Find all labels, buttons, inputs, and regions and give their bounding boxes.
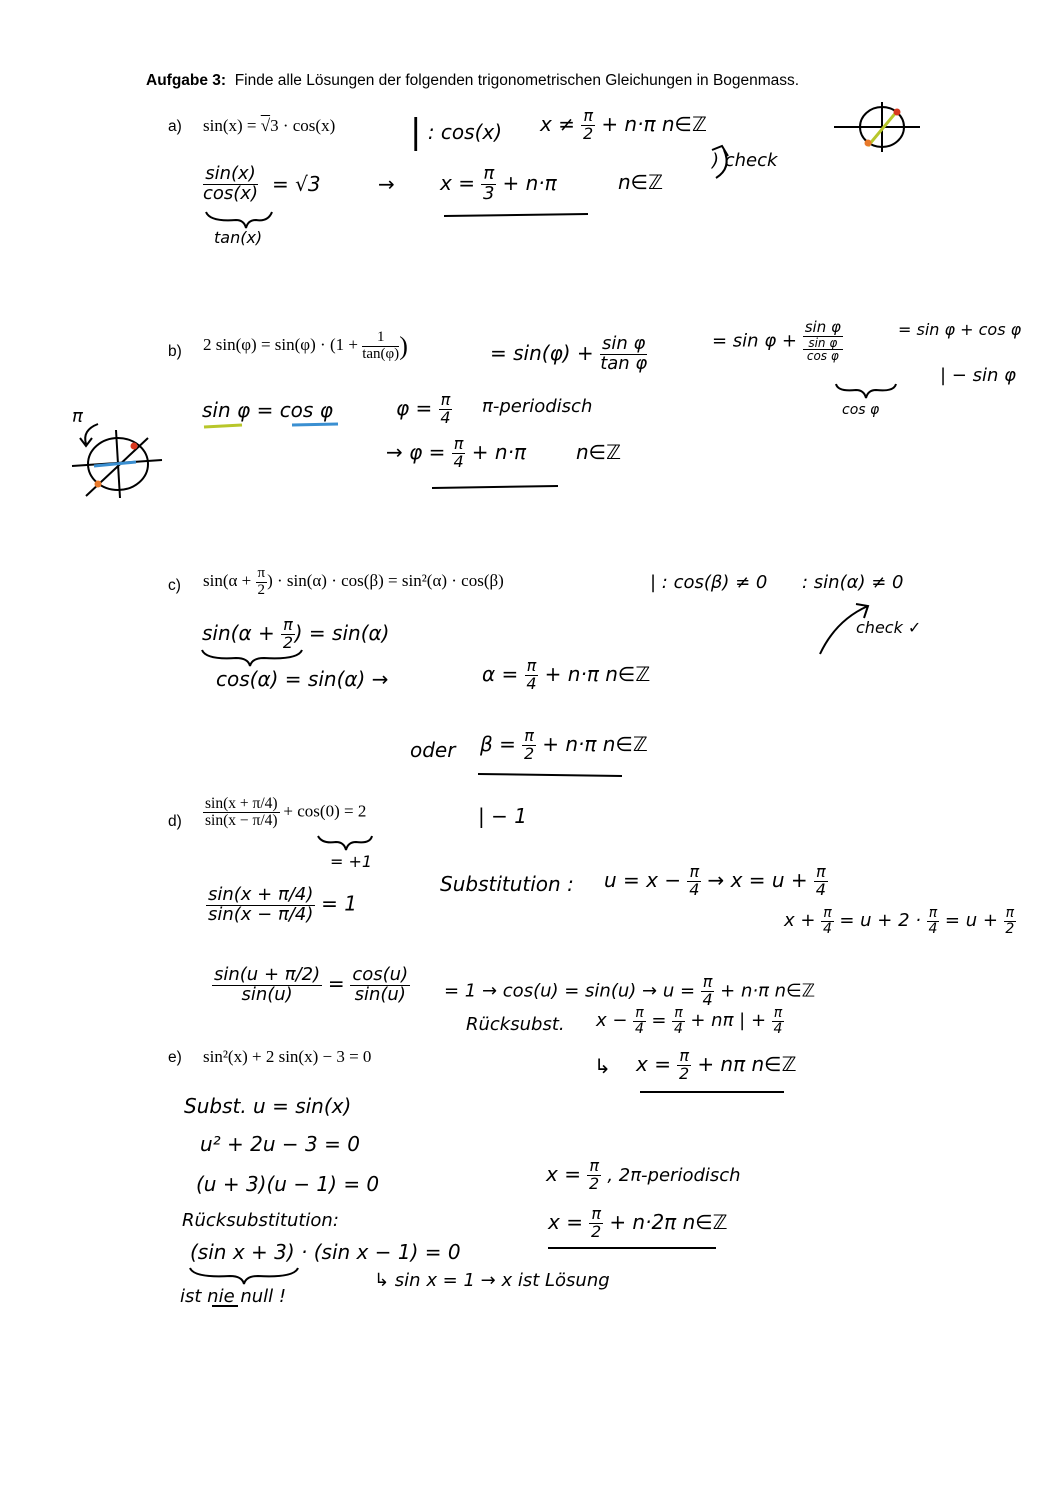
periodic-b: π-periodisch bbox=[482, 396, 593, 417]
underline-result-b bbox=[432, 486, 558, 488]
brace-b-stroke bbox=[836, 384, 896, 398]
subst-e: Subst. u = sin(x) bbox=[184, 1094, 352, 1118]
equation-a-rhs: 3 · cos(x) bbox=[270, 116, 336, 135]
back-d: x − $\frac{\pi}{4}$ = $\frac{\pi}{4}$ + nπ | + $\frac{\pi}{4}$ bbox=[596, 1005, 783, 1037]
note-e: ist nie null ! bbox=[180, 1286, 287, 1307]
brace-d bbox=[318, 836, 372, 850]
phi-b: φ = $\frac{\pi}{4}$ bbox=[396, 390, 451, 427]
back-label-e: Rücksubstitution: bbox=[182, 1210, 339, 1231]
equation-e: sin²(x) + 2 sin(x) − 3 = 0 bbox=[203, 1047, 372, 1066]
note-divide-a: | : cos(x) bbox=[410, 112, 503, 152]
line4-e: ↳ sin x = 1 → x ist Lösung bbox=[374, 1270, 610, 1291]
eq-sqrt-a: = √3 bbox=[272, 172, 321, 196]
line1-d: $\frac{\sin(x + \pi/4)}{\sin(x - \pi/4)}$ = 1 bbox=[208, 884, 357, 925]
unit-circle-a-icon bbox=[834, 102, 920, 152]
result-c-alpha: α = $\frac{\pi}{4}$ + n·π n∈ℤ bbox=[482, 656, 651, 693]
step1-b: = sin(φ) + $\frac{\text{sin φ}}{\text{tan φ}}$ bbox=[490, 333, 648, 374]
result-hook-d: ↳ bbox=[594, 1054, 611, 1078]
line2-e: (u + 3)(u − 1) = 0 bbox=[196, 1172, 380, 1196]
step3-b: = sin φ + cos φ bbox=[898, 320, 1022, 339]
subst-d: u = x − $\frac{\pi}{4}$ → x = u + $\frac{\pi}{4}$ bbox=[604, 862, 826, 899]
brace-label-a: tan(x) bbox=[214, 228, 263, 247]
result-set-a: n∈ℤ bbox=[618, 170, 663, 194]
line3-e: (sin x + 3) · (sin x − 1) = 0 bbox=[190, 1240, 461, 1264]
subst-label-d: Substitution : bbox=[440, 872, 574, 896]
brace-e bbox=[190, 1268, 298, 1284]
brace-b: cos φ bbox=[842, 402, 880, 418]
label-d: d) bbox=[168, 813, 182, 830]
underline-result-c bbox=[478, 774, 622, 776]
result-set-b: n∈ℤ bbox=[576, 440, 621, 464]
task-text: Finde alle Lösungen der folgenden trigonometrischen Gleichungen in Bogenmass. bbox=[234, 72, 800, 89]
note-divide-a-text: : cos(x) bbox=[427, 120, 503, 144]
result-c-beta: β = $\frac{\pi}{2}$ + n·π n∈ℤ bbox=[480, 726, 648, 763]
result-b: → φ = $\frac{\pi}{4}$ + n·π bbox=[386, 434, 526, 471]
minus-b: | − sin φ bbox=[940, 365, 1016, 386]
label-e: e) bbox=[168, 1049, 182, 1066]
shift-d: x + $\frac{\pi}{4}$ = u + 2 · $\frac{\pi}{4}$ = u + $\frac{\pi}{2}$ bbox=[784, 905, 1015, 937]
equation-a-lhs: sin(x) = bbox=[203, 116, 261, 135]
equation-d: $\frac{\sin(x + \pi/4)}{\sin(x - \pi/4)}$ + cos(0) = 2 bbox=[205, 795, 367, 830]
result1-e: x = $\frac{\pi}{2}$ , 2π-periodisch bbox=[546, 1156, 741, 1193]
label-a: a) bbox=[168, 118, 182, 135]
result-a: x = $\frac{\pi}{3}$ + n·π bbox=[440, 163, 557, 204]
equation-a: sin(x) = √3 · cos(x) bbox=[203, 116, 336, 135]
back-label-d: Rücksubst. bbox=[466, 1014, 565, 1035]
equation-c: sin(α + $\frac{\pi}{2}$ ) · sin(α) · cos(β) = sin²(α) · cos(β) bbox=[203, 565, 504, 598]
result2-e: x = $\frac{\pi}{2}$ + n·2π n∈ℤ bbox=[548, 1204, 728, 1241]
note-cond-a: x ≠ $\frac{\pi}{2}$ + n·π n∈ℤ bbox=[540, 106, 707, 143]
task-title bbox=[146, 72, 799, 90]
oder-c: oder bbox=[410, 738, 456, 762]
line2-d: $\frac{\sin(u + \pi/2)}{\sin(u)}$ = $\frac{\cos(u)}{\sin(u)}$ bbox=[214, 964, 409, 1005]
minus1-d: | − 1 bbox=[478, 804, 527, 828]
underline-result-a bbox=[444, 214, 588, 216]
frac-tan-a: $\frac{\sin(x)}{\cos(x)}$ bbox=[203, 163, 258, 204]
note-c-b: : sin(α) ≠ 0 bbox=[802, 572, 904, 593]
underline-cos-b bbox=[292, 424, 338, 425]
line1-c: sin(α + $\frac{\pi}{2}$ ) = sin(α) bbox=[202, 615, 390, 652]
unit-circle-b-icon bbox=[72, 424, 162, 498]
check-c: check ✓ bbox=[856, 618, 922, 637]
brace-d: = +1 bbox=[330, 852, 373, 871]
note-c-a: | : cos(β) ≠ 0 bbox=[650, 572, 768, 593]
equation-b: 2 sin(φ) = sin(φ) · (1 + $\frac{1}{\tan(\varphi)}$ ) bbox=[203, 329, 408, 362]
underline-sin-b bbox=[204, 425, 242, 427]
line2-c: cos(α) = sin(α) → bbox=[216, 667, 389, 691]
result-d: x = $\frac{\pi}{2}$ + nπ n∈ℤ bbox=[636, 1046, 797, 1083]
frac-pi-2: $\frac{\pi}{2}$ bbox=[583, 106, 594, 143]
label-b: b) bbox=[168, 343, 182, 360]
brace-c bbox=[202, 650, 302, 666]
line2-d-tail: = 1 → cos(u) = sin(u) → u = $\frac{\pi}{4}$ + n·π n∈ℤ bbox=[444, 972, 816, 1009]
line1-e: u² + 2u − 3 = 0 bbox=[200, 1132, 360, 1156]
step2-b: = sin φ + sin φ sin φ cos φ bbox=[712, 318, 841, 364]
brace-a bbox=[206, 212, 272, 228]
pi-label-b: π bbox=[72, 406, 83, 427]
label-c: c) bbox=[168, 577, 181, 594]
check-a: ) check bbox=[712, 150, 778, 171]
task-label: Aufgabe 3: bbox=[146, 72, 227, 89]
arrow-a: → bbox=[378, 172, 395, 196]
sin-eq-cos-b: sin φ = cos φ bbox=[202, 398, 333, 422]
